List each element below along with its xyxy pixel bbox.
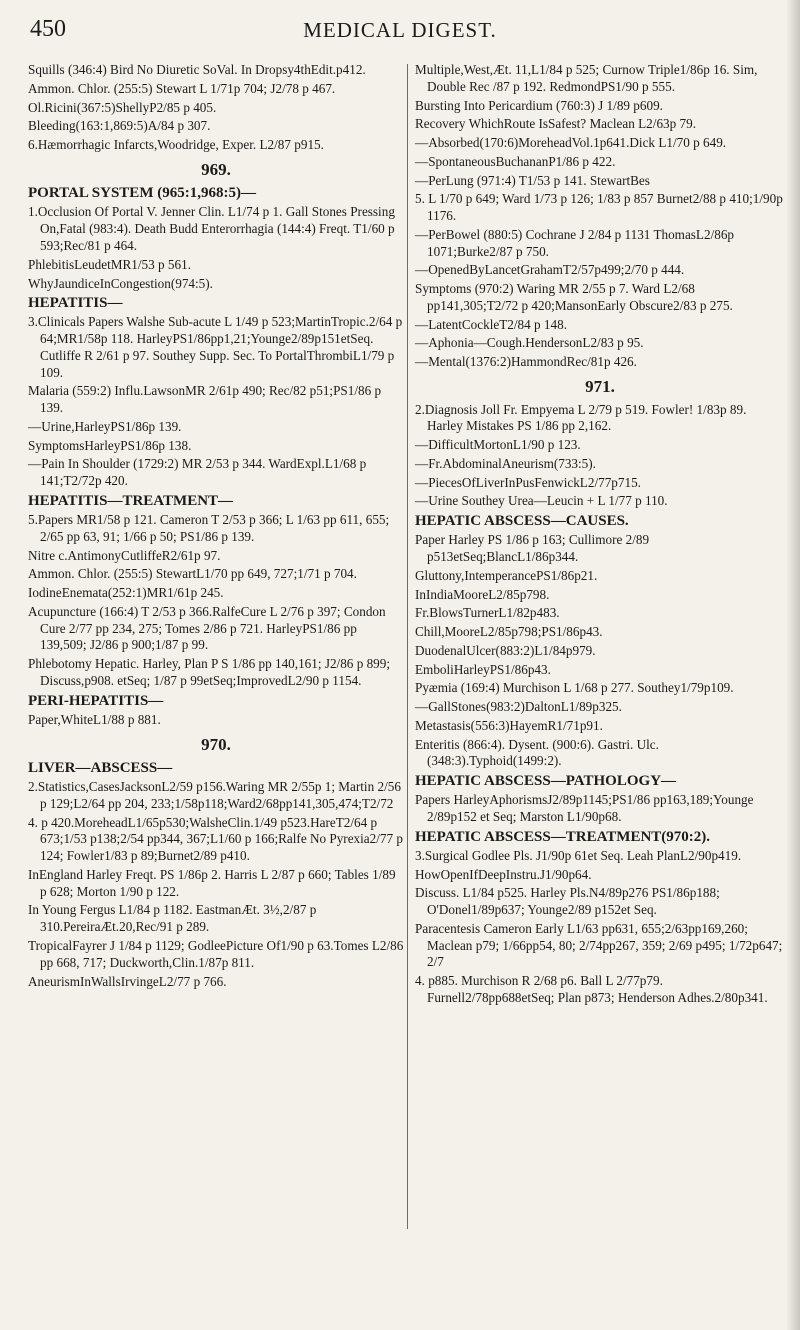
section-heading: HEPATIC ABSCESS—CAUSES. bbox=[415, 513, 629, 530]
index-entry: —Fr.AbdominalAneurism(733:5). bbox=[415, 455, 596, 471]
column-divider bbox=[407, 64, 408, 1229]
index-entry: Discuss. L1/84 p525. Harley Pls.N4/89p276 PS1/86p188; O'Donel1/89p637; Younge2/89 p152et Seq. bbox=[415, 885, 720, 918]
section-heading: HEPATIC ABSCESS—PATHOLOGY— bbox=[415, 773, 677, 790]
index-entry: —Pain In Shoulder (1729:2) MR 2/53 p 344. WardExpl.L1/68 p 141;T2/72p 420. bbox=[28, 456, 367, 489]
section-heading: PORTAL SYSTEM (965:1,968:5)— bbox=[28, 185, 256, 202]
page-edge-shadow bbox=[786, 0, 800, 1330]
index-entry: Papers HarleyAphorismsJ2/89p1145;PS1/86 pp163,189;Younge 2/89p152 et Seq; Marston L1/90p68. bbox=[415, 792, 754, 824]
index-entry: Nitre c.AntimonyCutliffeR2/61p 97. bbox=[28, 547, 221, 563]
index-entry: 1.Occlusion Of Portal V. Jenner Clin. L1/74 p 1. Gall Stones Pressing On,Fatal (983:4). Death Budd Enterorrhagia (144:4) Freqt. T1/60 p 593;Rec/81 p 464. bbox=[28, 204, 395, 253]
index-entry: Enteritis (866:4). Dysent. (900:6). Gastri. Ulc.(348:3).Typhoid(1499:2). bbox=[415, 736, 659, 769]
page-number: 450 bbox=[30, 16, 66, 42]
index-entry: —DifficultMortonL1/90 p 123. bbox=[415, 437, 581, 453]
section-number: 971. bbox=[585, 377, 615, 397]
index-entry: Ol.Ricini(367:5)ShellyP2/85 p 405. bbox=[28, 99, 217, 115]
index-entry: SymptomsHarleyPS1/86p 138. bbox=[28, 437, 192, 453]
index-entry: Chill,MooreL2/85p798;PS1/86p43. bbox=[415, 624, 603, 640]
section-heading: LIVER—ABSCESS— bbox=[28, 760, 173, 777]
index-entry: —PerLung (971:4) T1/53 p 141. StewartBes bbox=[415, 172, 650, 188]
index-entry: —OpenedByLancetGrahamT2/57p499;2/70 p 444. bbox=[415, 262, 685, 278]
section-number: 969. bbox=[201, 159, 231, 179]
index-entry: Pyæmia (169:4) Murchison L 1/68 p 277. Southey1/79p109. bbox=[415, 680, 734, 696]
index-entry: TropicalFayrer J 1/84 p 1129; GodleePicture Of1/90 p 63.Tomes L2/86 pp 668, 717; Duckworth,Clin.1/87p 811. bbox=[28, 938, 404, 970]
index-entry: Acupuncture (166:4) T 2/53 p 366.RalfeCure L 2/76 p 397; Condon Cure 2/77 pp 234, 275; Tomes 2/86 p 721. HarleyPS1/86 pp 139,509; J2/86 p 900;1/87 p 99. bbox=[28, 603, 386, 653]
index-entry: —PiecesOfLiverInPusFenwickL2/77p715. bbox=[415, 474, 641, 490]
index-entry: 4. p 420.MoreheadL1/65p530;WalsheClin.1/49 p523.HareT2/64 p 673;1/53 p138;2/54 pp344, 367;L1/60 p 166;Ralfe No Pyrexia2/77 p 124; Fowler1/83 p 89;Burnet2/89 p410. bbox=[28, 814, 403, 864]
left-column bbox=[28, 62, 404, 992]
index-entry: —LatentCockleT2/84 p 148. bbox=[415, 316, 567, 332]
index-entry: —Urine Southey Urea—Leucin + L 1/77 p 110. bbox=[415, 493, 668, 509]
index-entry: InIndiaMooreL2/85p798. bbox=[415, 586, 550, 602]
index-entry: WhyJaundiceInCongestion(974:5). bbox=[28, 275, 213, 291]
right-column bbox=[415, 62, 785, 1009]
index-entry: EmboliHarleyPS1/86p43. bbox=[415, 661, 551, 677]
index-entry: 4. p885. Murchison R 2/68 p6. Ball L 2/77p79. Furnell2/78pp688etSeq; Plan p873; Henderson Adhes.2/80p341. bbox=[415, 973, 768, 1005]
index-entry: —Urine,HarleyPS1/86p 139. bbox=[28, 418, 182, 434]
index-entry: InEngland Harley Freqt. PS 1/86p 2. Harris L 2/87 p 660; Tables 1/89 p 628; Morton 1/90 p 122. bbox=[28, 866, 396, 899]
index-entry: 3.Surgical Godlee Pls. J1/90p 61et Seq. Leah PlanL2/90p419. bbox=[415, 847, 742, 863]
index-entry: AneurismInWallsIrvingeL2/77 p 766. bbox=[28, 973, 227, 989]
index-entry: —Aphonia—Cough.HendersonL2/83 p 95. bbox=[415, 335, 644, 351]
index-entry: Symptoms (970:2) Waring MR 2/55 p 7. Ward L2/68 pp141,305;T2/72 p 420;MansonEarly Obscure2/83 p 275. bbox=[415, 281, 733, 313]
index-entry: In Young Fergus L1/84 p 1182. EastmanÆt. 3½,2/87 p 310.PereiraÆt.20,Rec/91 p 289. bbox=[28, 902, 317, 935]
index-entry: Malaria (559:2) Influ.LawsonMR 2/61p 490; Rec/82 p51;PS1/86 p 139. bbox=[28, 383, 382, 416]
index-entry: Bleeding(163:1,869:5)A/84 p 307. bbox=[28, 118, 211, 134]
index-entry: Paracentesis Cameron Early L1/63 pp631, 655;2/63pp169,260; Maclean p79; 1/66pp54, 80; 2/74pp267, 359; 2/69 p495; 1/72p647; 2/7 bbox=[415, 920, 783, 970]
index-entry: Recovery WhichRoute IsSafest? Maclean L2/63p 79. bbox=[415, 116, 697, 132]
index-entry: Ammon. Chlor. (255:5) Stewart L 1/71p 704; J2/78 p 467. bbox=[28, 80, 336, 96]
index-entry: —Mental(1376:2)HammondRec/81p 426. bbox=[415, 354, 637, 370]
index-entry: —SpontaneousBuchananP1/86 p 422. bbox=[415, 153, 616, 169]
index-entry: Squills (346:4) Bird No Diuretic SoVal. In Dropsy4thEdit.p412. bbox=[28, 62, 366, 77]
index-entry: Bursting Into Pericardium (760:3) J 1/89 p609. bbox=[415, 97, 663, 113]
index-entry: 5. L 1/70 p 649; Ward 1/73 p 126; 1/83 p 857 Burnet2/88 p 410;1/90p 1176. bbox=[415, 191, 783, 224]
index-entry: Paper,WhiteL1/88 p 881. bbox=[28, 711, 161, 727]
index-entry: DuodenalUlcer(883:2)L1/84p979. bbox=[415, 642, 596, 658]
index-entry: 2.Statistics,CasesJacksonL2/59 p156.Waring MR 2/55p 1; Martin 2/56 p 129;L2/64 pp 204, 233;1/58p118;Ward2/68pp141,305,474;T2/72 bbox=[28, 779, 401, 811]
index-entry: —PerBowel (880:5) Cochrane J 2/84 p 1131 ThomasL2/86p 1071;Burke2/87 p 750. bbox=[415, 226, 735, 259]
index-entry: HowOpenIfDeepInstru.J1/90p64. bbox=[415, 866, 592, 882]
index-entry: Multiple,West,Æt. 11,L1/84 p 525; Curnow Triple1/86p 16. Sim, Double Rec /87 p 192. RedmondPS1/90 p 555. bbox=[415, 62, 758, 94]
section-heading: PERI-HEPATITIS— bbox=[28, 692, 164, 709]
index-entry: 2.Diagnosis Joll Fr. Empyema L 2/79 p 519. Fowler! 1/83p 89. Harley Mistakes PS 1/86 pp 2,162. bbox=[415, 401, 747, 434]
index-entry: 5.Papers MR1/58 p 121. Cameron T 2/53 p 366; L 1/63 pp 611, 655; 2/65 pp 63, 91; 1/66 p 50; PS1/86 p 139. bbox=[28, 512, 390, 544]
running-title: MEDICAL DIGEST. bbox=[303, 18, 497, 42]
index-entry: 6.Hæmorrhagic Infarcts,Woodridge, Exper. L2/87 p915. bbox=[28, 137, 324, 153]
index-entry: Metastasis(556:3)HayemR1/71p91. bbox=[415, 717, 603, 733]
index-entry: Paper Harley PS 1/86 p 163; Cullimore 2/89 p513etSeq;BlancL1/86p344. bbox=[415, 532, 650, 564]
index-entry: Phlebotomy Hepatic. Harley, Plan P S 1/86 pp 140,161; J2/86 p 899; Discuss,p908. etSeq; 1/87 p 99etSeq;ImprovedL2/90 p 1154. bbox=[28, 656, 391, 688]
index-entry: 3.Clinicals Papers Walshe Sub-acute L 1/49 p 523;MartinTropic.2/64 p 64;MR1/58p 118. HarleyPS1/86pp1,21;Younge2/89p151etSeq. Cutliffe R 2/61 p 97. Southey Supp. Sec. To PortalThrombiL1/79 p 109. bbox=[28, 314, 403, 380]
section-heading: HEPATITIS— bbox=[28, 295, 123, 312]
index-entry: Gluttony,IntemperancePS1/86p21. bbox=[415, 567, 598, 583]
index-entry: IodineEnemata(252:1)MR1/61p 245. bbox=[28, 585, 224, 601]
page-header bbox=[0, 0, 800, 60]
index-entry: Ammon. Chlor. (255:5) StewartL1/70 pp 649, 727;1/71 p 704. bbox=[28, 566, 357, 582]
section-number: 970. bbox=[201, 734, 231, 754]
index-entry: PhlebitisLeudetMR1/53 p 561. bbox=[28, 256, 192, 272]
index-entry: —GallStones(983:2)DaltonL1/89p325. bbox=[415, 699, 622, 715]
section-heading: HEPATITIS—TREATMENT— bbox=[28, 492, 234, 509]
index-entry: —Absorbed(170:6)MoreheadVol.1p641.Dick L1/70 p 649. bbox=[415, 135, 727, 151]
index-entry: Fr.BlowsTurnerL1/82p483. bbox=[415, 605, 560, 621]
section-heading: HEPATIC ABSCESS—TREATMENT(970:2). bbox=[415, 828, 711, 845]
